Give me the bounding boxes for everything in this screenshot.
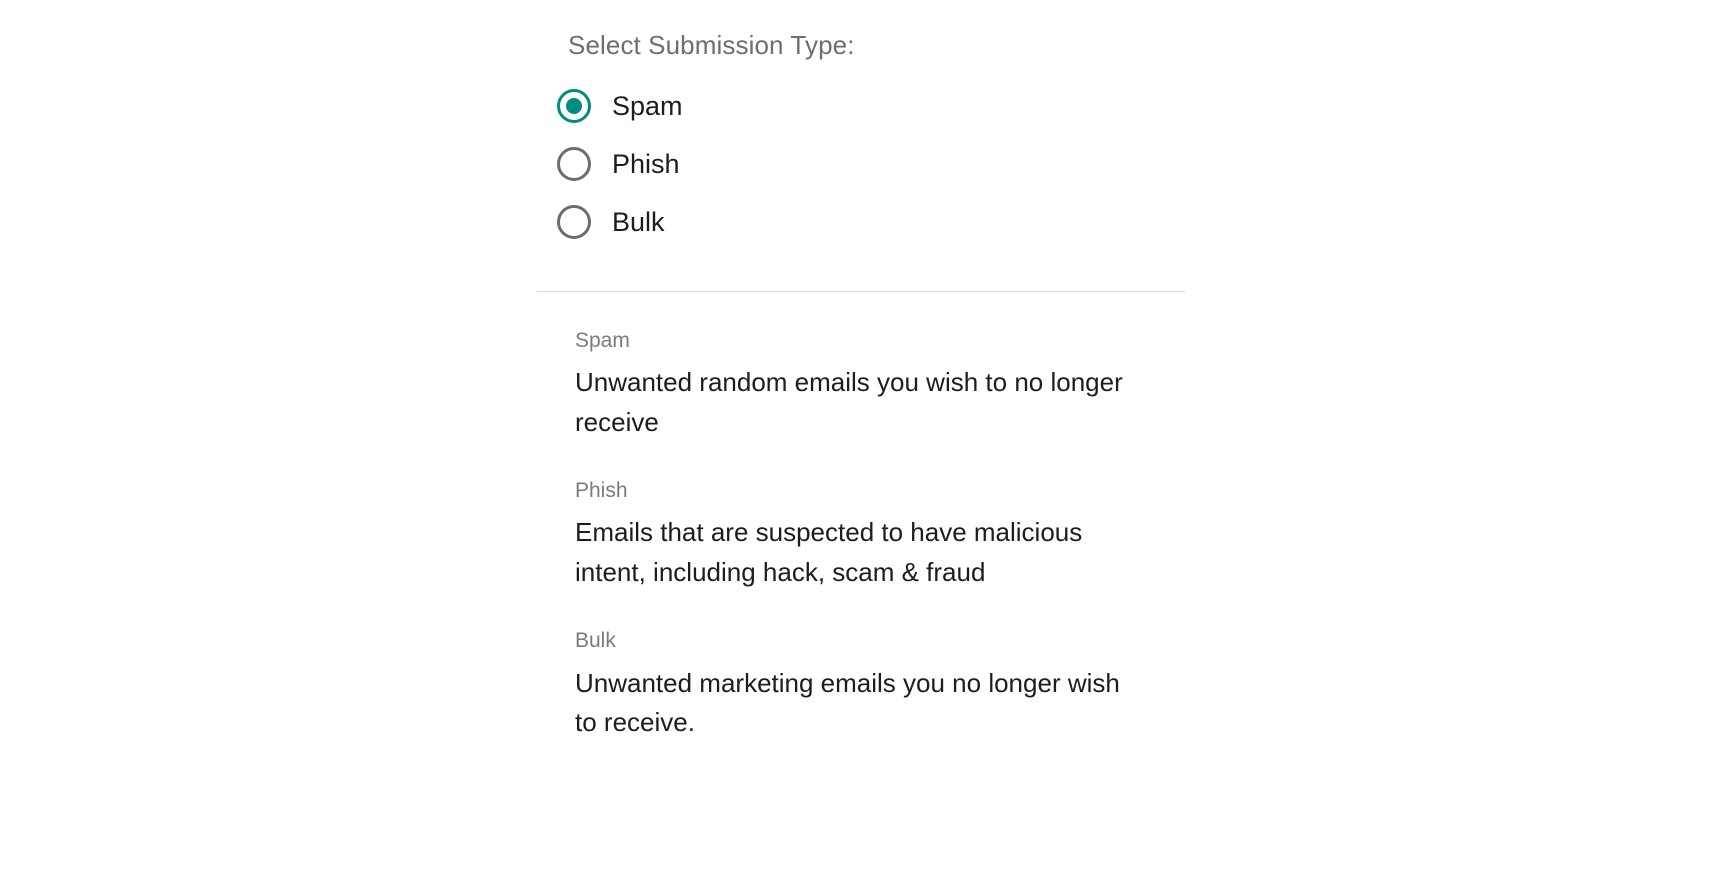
radio-circle-icon[interactable] <box>557 205 591 239</box>
radio-circle-icon[interactable] <box>557 89 591 123</box>
definition-term: Bulk <box>575 629 616 653</box>
submission-type-radio-group[interactable] <box>557 77 1197 251</box>
definition-item <box>575 478 1135 592</box>
radio-selected-dot-icon <box>566 156 582 172</box>
radio-option-label: Spam <box>612 90 683 121</box>
radio-circle-icon[interactable] <box>557 147 591 181</box>
radio-option-phish[interactable] <box>557 135 1197 193</box>
section-divider <box>537 291 1185 292</box>
radio-option-label: Bulk <box>612 206 665 237</box>
definition-description: Emails that are suspected to have malicious intent, including hack, scam & fraud <box>575 517 1083 587</box>
radio-selected-dot-icon <box>566 214 582 230</box>
radio-option-spam[interactable] <box>557 77 1197 135</box>
definition-description: Unwanted random emails you wish to no longer receive <box>575 367 1123 437</box>
definition-item <box>575 328 1135 442</box>
definitions-list <box>575 328 1135 743</box>
radio-option-bulk[interactable] <box>557 193 1197 251</box>
definition-item <box>575 628 1135 742</box>
definition-term: Spam <box>575 329 630 352</box>
submission-type-label: Select Submission Type: <box>568 30 855 60</box>
radio-option-label: Phish <box>612 148 680 179</box>
definition-description: Unwanted marketing emails you no longer wish to receive. <box>575 667 1120 738</box>
definition-term: Phish <box>575 479 628 503</box>
radio-selected-dot-icon <box>566 98 582 114</box>
submission-type-panel <box>537 0 1197 779</box>
